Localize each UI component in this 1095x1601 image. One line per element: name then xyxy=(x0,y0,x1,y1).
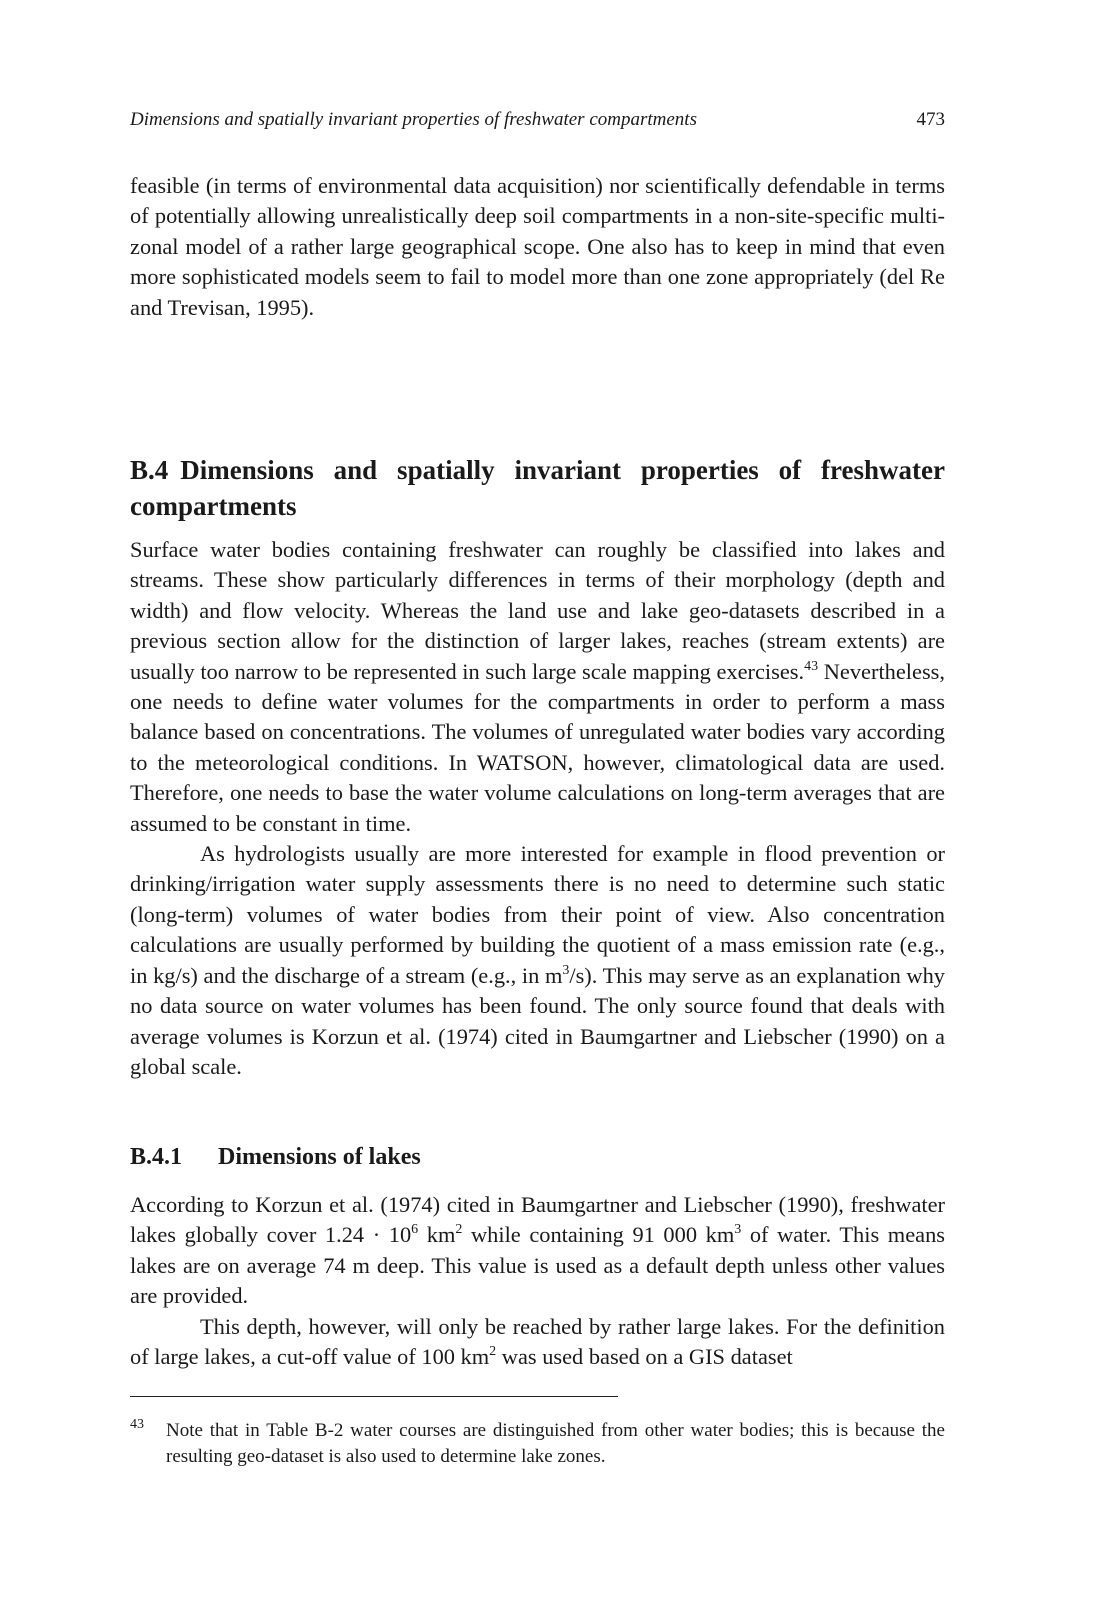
section-paragraph-2: As hydrologists usually are more interested for example in flood prevention or drinking/irrigation water supply assessments there is no need to determine such static (long-term) volumes of water bodies from their point of view. Also concentration calculations are usually performed by building the quotient of a mass emission rate (e.g., in kg/s) and the discharge of a stream (e.g., in $m^3/s$). This may serve as an explanation why no data source on water volumes has been found. The only source found that deals with average volumes is Korzun et al. (1974) cited in Baumgartner and Liebscher (1990) on a global scale. xyxy=(130,841,945,1079)
footnote xyxy=(130,1418,945,1470)
section-paragraph-1: Surface water bodies containing freshwater can roughly be classified into lakes and streams. These show particularly differences in terms of their morphology (depth and width) and flow velocity. Whereas the land use and lake geo-datasets described in a previous section allow for the distinction of larger lakes, reaches (stream extents) are usually too narrow to be represented in such large scale mapping exercises.$^{43}$ Nevertheless, one needs to define water volumes for the compartments in order to perform a mass balance based on concentrations. The volumes of unregulated water bodies vary according to the meteorological conditions. In WATSON, however, climatological data are used. Therefore, one needs to base the water volume calculations on long-term averages that are assumed to be constant in time. xyxy=(130,537,945,836)
subsection-title: Dimensions of lakes xyxy=(218,1144,421,1170)
subsection-paragraph-1: According to Korzun et al. (1974) cited in Baumgartner and Liebscher (1990), freshwater lakes globally cover $1.24 \cdot 10^6$ $km^2$ while containing 91 000 $km^3$ of water. This means lakes are on average 74 m deep. This value is used as a default depth unless other values are provided. xyxy=(130,1192,945,1309)
subsection-paragraph-2: This depth, however, will only be reached by rather large lakes. For the definition of large lakes, a cut-off value of 100 $km^2$ was used based on a GIS dataset xyxy=(130,1313,945,1370)
footnote-text: Note that in Table B-2 water courses are distinguished from other water bodies; this is because the resulting geo-dataset is also used to determine lake zones. xyxy=(166,1420,945,1467)
running-title: Dimensions and spatially invariant properties of freshwater compartments xyxy=(130,109,697,130)
footnote-divider xyxy=(130,1396,618,1397)
section-number: B.4 xyxy=(130,455,169,485)
subsection-heading xyxy=(130,1141,945,1173)
section-heading xyxy=(130,452,945,524)
subsection-body xyxy=(130,1190,945,1372)
intro-paragraph: feasible (in terms of environmental data acquisition) nor scientifically defendable in terms of potentially allowing unrealistically deep soil compartments in a non-site-specific multi-zonal model of a rather large geographical scope. One also has to keep in mind that even more sophisticated models seem to fail to model more than one zone appropriately (del Re and Trevisan, 1995). xyxy=(130,173,945,320)
page-number: 473 xyxy=(916,109,945,130)
section-title: Dimensions and spatially invariant properties of freshwater compartments xyxy=(130,455,945,521)
footnote-mark: 43 xyxy=(130,1417,144,1432)
section-body xyxy=(130,535,945,1082)
footnote-reference: 43 xyxy=(804,658,819,674)
subsection-number: B.4.1 xyxy=(130,1144,183,1170)
